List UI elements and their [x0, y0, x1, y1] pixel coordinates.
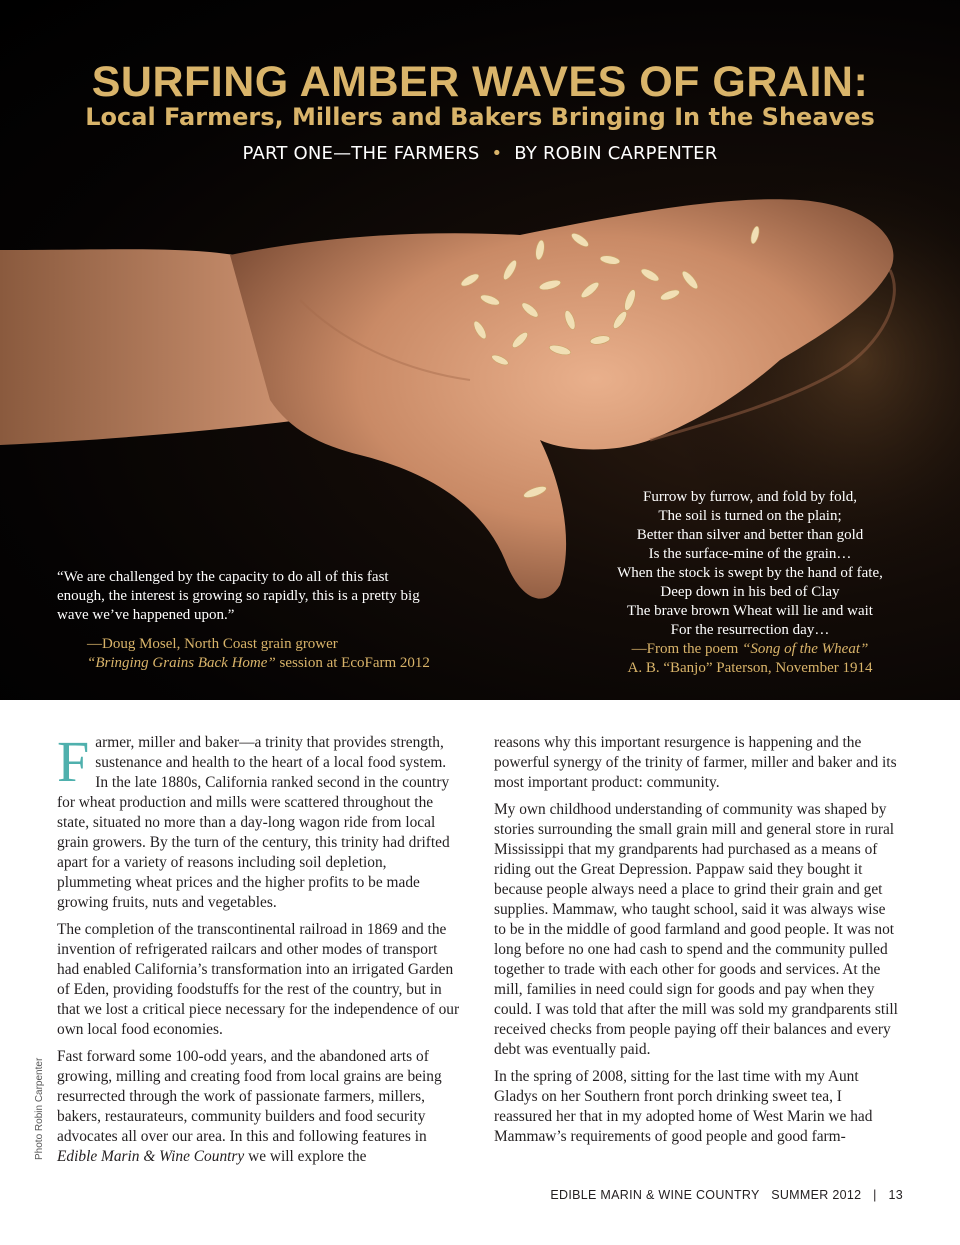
poem-line: The soil is turned on the plain; — [658, 508, 842, 524]
poem-source-title: “Song of the Wheat” — [742, 641, 869, 657]
article-subtitle: Local Farmers, Millers and Bakers Bringing In the Sheaves — [85, 103, 875, 131]
article-paragraph: In the spring of 2008, sitting for the last time with my Aunt Gladys on her Southern front porch drinking sweet tea, I reassured her that in my adopted home of West Marin we had Mammaw’s requirements of good people and good farm- — [494, 1068, 873, 1145]
poem-line: When the stock is swept by the hand of fate, — [617, 565, 883, 581]
photo-credit: Photo Robin Carpenter — [34, 1057, 45, 1160]
poem-line: Deep down in his bed of Clay — [660, 584, 840, 600]
attribution-session — [87, 654, 437, 673]
article-paragraph — [57, 729, 462, 913]
pull-quote-attribution — [57, 635, 437, 673]
poem-line: The brave brown Wheat will lie and wait — [627, 603, 873, 619]
footer-divider: | — [873, 1188, 877, 1202]
pull-quote — [57, 568, 437, 673]
drop-cap: F — [57, 729, 90, 794]
poem-line: Furrow by furrow, and fold by fold, — [643, 489, 857, 505]
article-paragraph — [57, 1047, 462, 1167]
part-label: PART ONE—THE FARMERS — [242, 143, 480, 164]
paragraph-text: we will explore the — [244, 1148, 367, 1165]
poem-excerpt — [560, 488, 940, 678]
session-rest: session at EcoFarm 2012 — [275, 655, 430, 671]
separator-dot: • — [491, 143, 503, 164]
article-paragraph: The completion of the transcontinental railroad in 1869 and the invention of refrigerated railcars and other modes of transport had enabled California’s transformation into an irrigated Garden of Eden, providing foodstuffs for the rest of the country, but in that we lost a critical piece necessary for the independence of our own local food economies. — [57, 921, 460, 1038]
poem-line: For the resurrection day… — [670, 622, 830, 638]
poem-author: A. B. “Banjo” Paterson, November 1914 — [627, 660, 873, 676]
poem-line: Is the surface-mine of the grain… — [648, 546, 852, 562]
footer-publication: EDIBLE MARIN & WINE COUNTRY — [550, 1188, 760, 1202]
author-label: BY ROBIN CARPENTER — [514, 143, 718, 164]
poem-source — [560, 640, 940, 659]
footer-issue: SUMMER 2012 — [771, 1188, 862, 1202]
paragraph-text: armer, miller and baker—a trinity that provides strength, sustenance and health to the heart of a local food system. In the late 1880s, California ranked second in the country for wheat production and mills were scattered throughout the state, situated no more than a day-long wagon ride from local grain growers. By the turn of the century, this trinity had drifted apart for a variety of reasons including soil depletion, plummeting wheat prices and the higher profits to be made growing fruits, nuts and vegetables. — [57, 734, 450, 911]
article-column-left — [57, 729, 462, 1174]
article-paragraph: My own childhood understanding of community was shaped by stories surrounding the small grain mill and general store in rural Mississippi that my grandparents had purchased as a means of riding out the Great Depression. Pappaw said they bought it because people always need a place to grind their grain and get supplies. Mammaw, who taught school, said it was always wise to be in the middle of good farmland and good people. It was not long before no one had cash to spend and the community pulled together to trade with each other for goods and services. At the mill, families in need could sign for goods and pay when they could. I was told that after the mill was sold my grandparents still received checks from people paying off their balances and every debt was eventually paid. — [494, 801, 898, 1058]
byline — [0, 143, 960, 164]
poem-source-prefix: —From the poem — [631, 641, 743, 657]
article-column-right — [494, 733, 899, 1154]
article-title: SURFING AMBER WAVES OF GRAIN: — [91, 58, 869, 106]
session-title: “Bringing Grains Back Home” — [87, 655, 276, 671]
paragraph-text: Fast forward some 100-odd years, and the abandoned arts of growing, milling and creating food from local grains are being resurrected through the work of passionate farmers, millers, bakers, restaurateurs, community builders and food security advocates all over our area. In this and following features in — [57, 1048, 442, 1145]
page-footer — [542, 1188, 903, 1202]
poem-line: Better than silver and better than gold — [636, 527, 864, 543]
page-number: 13 — [888, 1188, 903, 1202]
publication-name: Edible Marin & Wine Country — [57, 1148, 245, 1165]
article-paragraph: reasons why this important resurgence is happening and the powerful synergy of the trinity of farmer, miller and baker and its most important product: community. — [494, 734, 897, 791]
attribution-name: —Doug Mosel, North Coast grain grower — [87, 636, 338, 652]
pull-quote-text: “We are challenged by the capacity to do all of this fast enough, the interest is growing so rapidly, this is a pretty big wave we’ve happened upon.” — [57, 569, 420, 623]
